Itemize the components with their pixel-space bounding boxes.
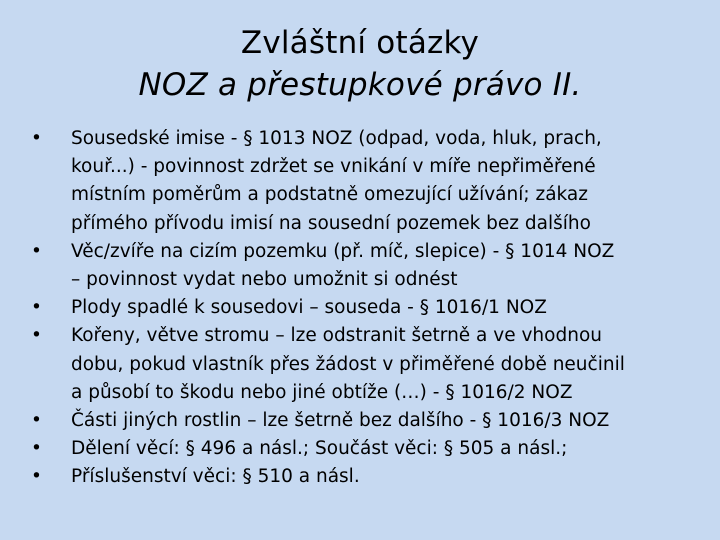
bullet-item (31, 125, 691, 238)
bullet-text-line: dobu, pokud vlastník přes žádost v přiměřené době neučinil (71, 353, 625, 375)
bullet-marker: • (31, 438, 42, 460)
title-line-2: NOZ a přestupkové právo II. (138, 67, 582, 103)
bullet-text-line: Dělení věcí: § 496 a násl.; Součást věci: § 505 a násl.; (71, 438, 568, 460)
bullet-text-line: přímého přívodu imisí na sousední pozemek bez dalšího (71, 212, 591, 234)
bullet-marker: • (31, 240, 42, 262)
bullet-text-line: Části jiných rostlin – lze šetrně bez dalšího - § 1016/3 NOZ (71, 410, 610, 432)
bullet-text-line: Plody spadlé k sousedovi – souseda - § 1016/1 NOZ (71, 297, 547, 319)
bullet-text-line: Příslušenství věci: § 510 a násl. (71, 466, 360, 488)
bullet-marker: • (31, 466, 42, 488)
bullet-marker: • (31, 325, 42, 347)
bullet-list (31, 125, 691, 492)
bullet-text-line: a působí to škodu nebo jiné obtíže (…) - § 1016/2 NOZ (71, 381, 573, 403)
bullet-item (31, 435, 691, 463)
bullet-text-line: Věc/zvíře na cizím pozemku (př. míč, slepice) - § 1014 NOZ (71, 240, 615, 262)
bullet-marker: • (31, 297, 42, 319)
bullet-marker: • (31, 128, 42, 149)
bullet-text-line: kouř...) - povinnost zdržet se vnikání v míře nepřiměřené (71, 156, 596, 178)
bullet-item (31, 407, 691, 435)
bullet-item (31, 238, 691, 294)
bullet-text-line: – povinnost vydat nebo umožnit si odnést (71, 269, 458, 291)
bullet-marker: • (31, 410, 42, 432)
bullet-item (31, 463, 691, 491)
slide-title (0, 22, 720, 106)
bullet-item (31, 294, 691, 322)
bullet-text-line: místním poměrům a podstatně omezující užívání; zákaz (71, 184, 588, 206)
title-line-1: Zvláštní otázky (240, 25, 480, 61)
bullet-text-line: Kořeny, větve stromu – lze odstranit šetrně a ve vhodnou (71, 325, 602, 347)
bullet-item (31, 322, 691, 407)
bullet-text-line: Sousedské imise - § 1013 NOZ (odpad, voda, hluk, prach, (71, 128, 602, 149)
